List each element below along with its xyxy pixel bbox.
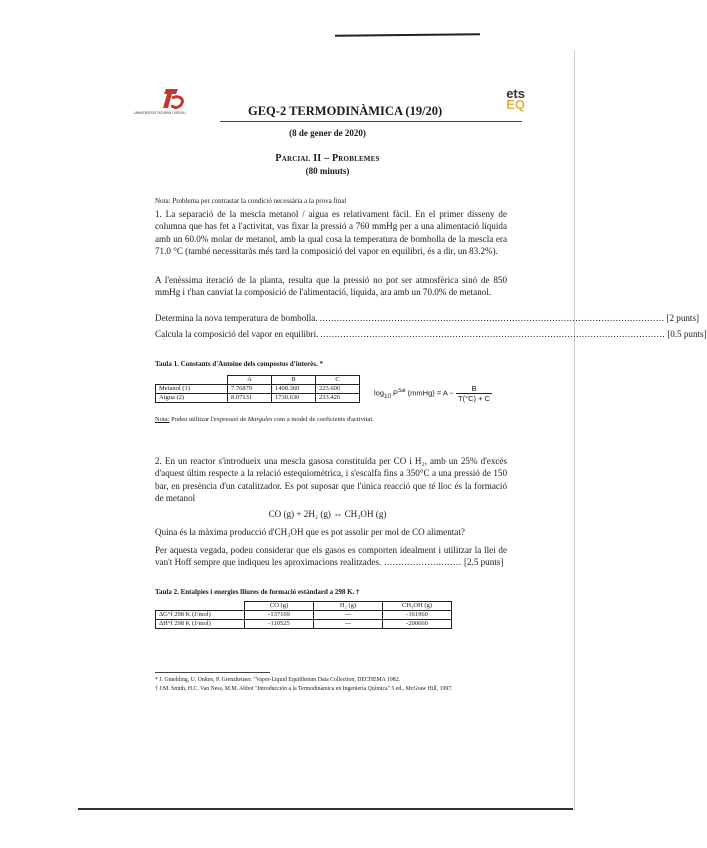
university-logo-icon [148,86,188,112]
exam-part: Parcial II – Problemes [275,153,380,164]
formula-sat: Sat [398,387,406,394]
exam-note: Nota: Problema per contrastar la condició necessària a la prova final [155,197,347,205]
exam-date: (8 de gener de 2020) [289,128,366,138]
table-row [156,394,360,403]
table-cell: 7.76879 [228,385,272,394]
formula-log: log [374,388,385,398]
table-header: CH₃OH (g) [383,602,452,611]
exam-duration: (80 minuts) [305,166,350,176]
table-cell: 223.600 [316,385,360,394]
table-row [156,611,452,620]
table-row-label: ΔH°f 298 K (J/mol) [156,620,245,629]
task-2-points: [0.5 punts] [667,329,707,339]
formula-fraction [456,384,492,403]
table-row-label: Aigua (2) [156,394,228,403]
problem-2-question: Quina és la màxima producció d'CH₃OH que es pot assolir per mol de CO alimentat? [155,527,465,537]
assumption-dots: ........................... [381,557,462,568]
table-cell: -200660 [383,620,452,629]
table-header: CO (g) [245,602,314,611]
table-cell: --- [314,611,383,620]
footnote-2: † J.M. Smith, H.C. Van Ness, M.M. Abbot "Introducción a la Termodinámica en Ingeniería Química" 5 ed., McGraw Hill, 1997. [155,686,453,692]
formula-p: P [390,388,399,398]
problem-1-intro: 1. La separació de la mescla metanol / aigua es relativament fàcil. En el primer disseny de columna que has fet a l'activitat, vas fixar la pressió a 760 mmHg per a una alimentació líquida amb un 60.0% molar de metanol, amb la qual cosa la temperatura de bombolla de la mescla era 71.0 °C (també necessitaràs més tard la composició del vapor en equilibri, és a dir, un 83.2%). [155,209,507,257]
table-cell: -110525 [245,620,314,629]
margules-note-prefix: Nota: [155,416,170,423]
table-2-caption: Taula 2. Entalpies i energies lliures de formació estàndard a 298 K. † [155,588,360,596]
school-logo-bottom: EQ [506,97,525,112]
table-cell: 233.426 [316,394,360,403]
problem-1-task-2 [155,329,707,339]
margules-note-text-b: com a model de coeficients d'activitat. [272,416,374,423]
table-cell: -161960 [383,611,452,620]
table-header-row [156,376,360,385]
table-row [156,620,452,629]
school-logo [495,86,525,115]
problem-1-task-1 [155,313,700,323]
assumption-text: Per aquesta vegada, podeu considerar que els gasos es comporten idealment i utilitzar la llei de van't Hoff sempre que indiqueu les aproximacions realitzades. [155,545,507,568]
task-2-label: Calcula la composició del vapor en equilibri. [155,329,319,339]
formula-unit: (mmHg) = A − [407,388,454,398]
table-header: A [228,376,272,385]
formula-log-base: 10 [384,392,391,400]
task-1-dots: ........................................................................................................................ [319,313,665,323]
university-logo-caption: UNIVERSITAT ROVIRA I VIRGILI [134,111,187,115]
assumption-points: [2.5 punts] [463,557,504,568]
scan-edge-bottom [78,808,573,810]
formula-numerator: B [456,384,492,394]
task-1-label: Determina la nova temperatura de bombolla. [155,313,318,323]
problem-1-iteration: A l'enèssima iteració de la planta, resulta que la pressió no pot ser atmosfèrica sinó de 850 mmHg i t'han canviat la composició de l'alimentació, líquida, ara amb un 70.0% de metanol. [155,275,507,298]
table-header: H₂ (g) [314,602,383,611]
problem-2-assumption [155,544,507,569]
table-header-row [156,602,452,611]
task-1-points: [2 punts] [666,313,700,323]
table-cell: -137169 [245,611,314,620]
header-divider [220,121,522,122]
page-title: GEQ-2 TERMODINÀMICA (19/20) [248,104,443,118]
table-header: B [272,376,316,385]
task-2-dots: ........................................................................................................................ [320,329,666,339]
table-row-label: Metanol (1) [156,385,228,394]
scan-edge-right [574,50,575,810]
footnote-divider [155,672,270,673]
table-1-caption: Taula 1. Constants d'Antoine dels compostos d'interès. * [155,360,323,368]
table-header: C [316,376,360,385]
formula-denominator: T(°C) + C [458,394,490,403]
margules-note-italic: Margules [247,416,273,423]
table-row-label: ΔG°f 298 K (J/mol) [156,611,245,620]
school-logo-top: ets [506,86,525,101]
problem-2-intro: 2. En un reactor s'introdueix una mescla gasosa constituïda per CO i H₂, amb un 25% d'excés d'aquest últim respecte a la relació estequiomètrica, i s'escalfa fins a 350°C a una pressió de 150 bar, en presència d'un catalitzador. Es pot suposar que l'única reacció que té lloc és la formació de metanol [155,456,507,504]
table-cell: 1730.630 [272,394,316,403]
margules-note-text-a: Podeu utilitzar l'expressió de [169,416,248,423]
margules-note [155,416,374,423]
antoine-formula [374,384,492,403]
table-cell: 8.07131 [228,394,272,403]
table-cell: --- [314,620,383,629]
table-cell: 1408.360 [272,385,316,394]
formation-table [155,601,452,629]
scan-edge-top [335,33,480,37]
reaction-equation: CO (g) + 2H₂ (g) ⇔ CH₃OH (g) [268,509,387,519]
table-corner [156,602,245,611]
footnote-1: * J. Gmehling, U. Onken, P. Grenzheuser. "Vapor-Liquid Equilibrium Data Collection, DECHEMA 1982. [155,677,401,683]
table-row [156,385,360,394]
table-corner [156,376,228,385]
antoine-table [155,375,360,403]
